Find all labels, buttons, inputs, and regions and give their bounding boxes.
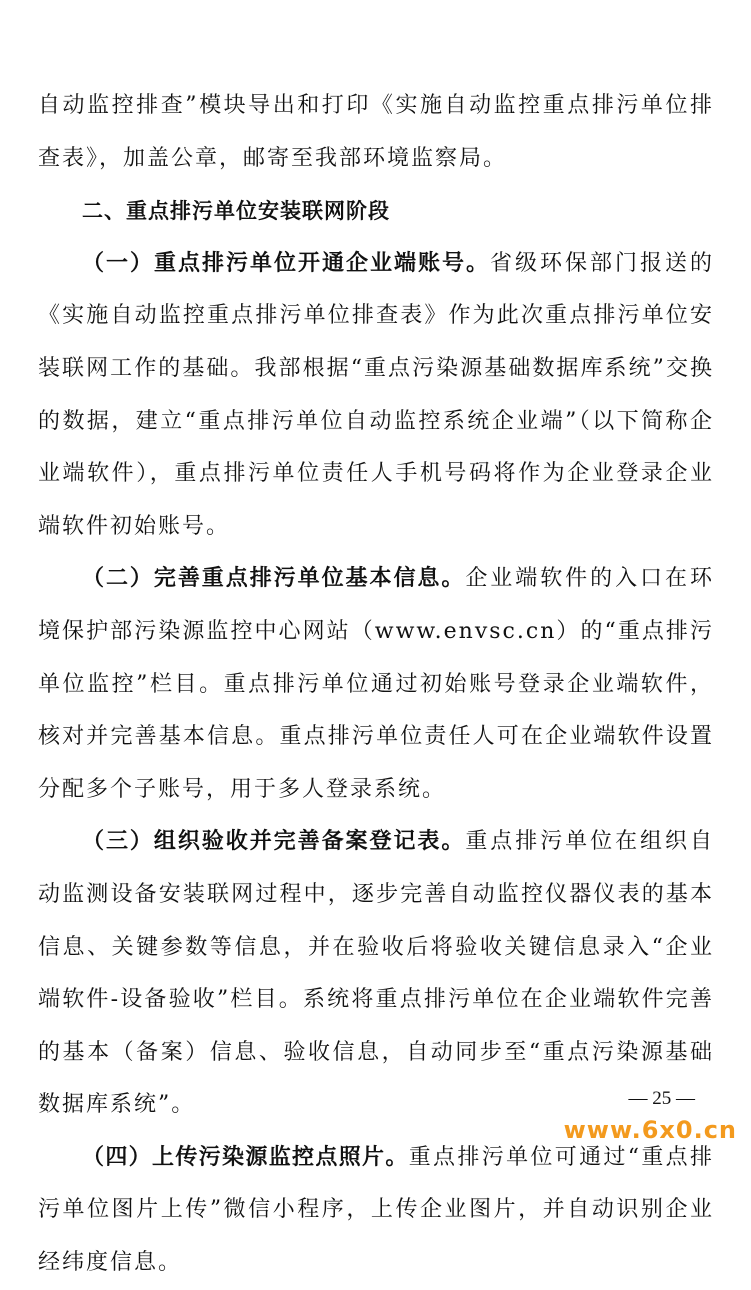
paragraph-1-text: 省级环保部门报送的《实施自动监控重点排污单位排查表》作为此次重点排污单位安装联网工作的基础。我部根据“重点污染源基础数据库系统”交换的数据，建立“重点排污单位自动监控系统企业端”（以下简称企业端软件），重点排污单位责任人手机号码将作为企业登录企业端软件初始账号。 <box>38 250 714 539</box>
paragraph-2-lead: （二）完善重点排污单位基本信息。 <box>82 566 466 592</box>
paragraph-3 <box>38 816 714 1132</box>
paragraph-4-lead: （四）上传污染源监控点照片。 <box>82 1144 409 1170</box>
page-number: — 25 — <box>628 1088 695 1109</box>
paragraph-1-lead: （一）重点排污单位开通企业端账号。 <box>82 250 490 276</box>
site-watermark: www.6x0.cn <box>563 1116 737 1144</box>
paragraph-1 <box>38 238 714 554</box>
paragraph-2-text: 企业端软件的入口在环境保护部污染源监控中心网站（www.envsc.cn）的“重点排污单位监控”栏目。重点排污单位通过初始账号登录企业端软件，核对并完善基本信息。重点排污单位责任人可在企业端软件设置分配多个子账号，用于多人登录系统。 <box>38 566 714 802</box>
paragraph-3-lead: （三）组织验收并完善备案登记表。 <box>82 829 466 855</box>
paragraph-3-text: 重点排污单位在组织自动监测设备安装联网过程中，逐步完善自动监控仪器仪表的基本信息、关键参数等信息，并在验收后将验收关键信息录入“企业端软件-设备验收”栏目。系统将重点排污单位在企业端软件完善的基本（备案）信息、验收信息，自动同步至“重点污染源基础数据库系统”。 <box>38 829 714 1118</box>
document-body <box>38 80 714 1290</box>
section-heading: 二、重点排污单位安装联网阶段 <box>82 199 390 224</box>
paragraph-4-text: 重点排污单位可通过“重点排污单位图片上传”微信小程序，上传企业图片，并自动识别企业经纬度信息。 <box>38 1144 714 1276</box>
paragraph-2 <box>38 553 714 816</box>
paragraph-intro: 自动监控排查”模块导出和打印《实施自动监控重点排污单位排查表》，加盖公章，邮寄至我部环境监察局。 <box>38 93 714 171</box>
